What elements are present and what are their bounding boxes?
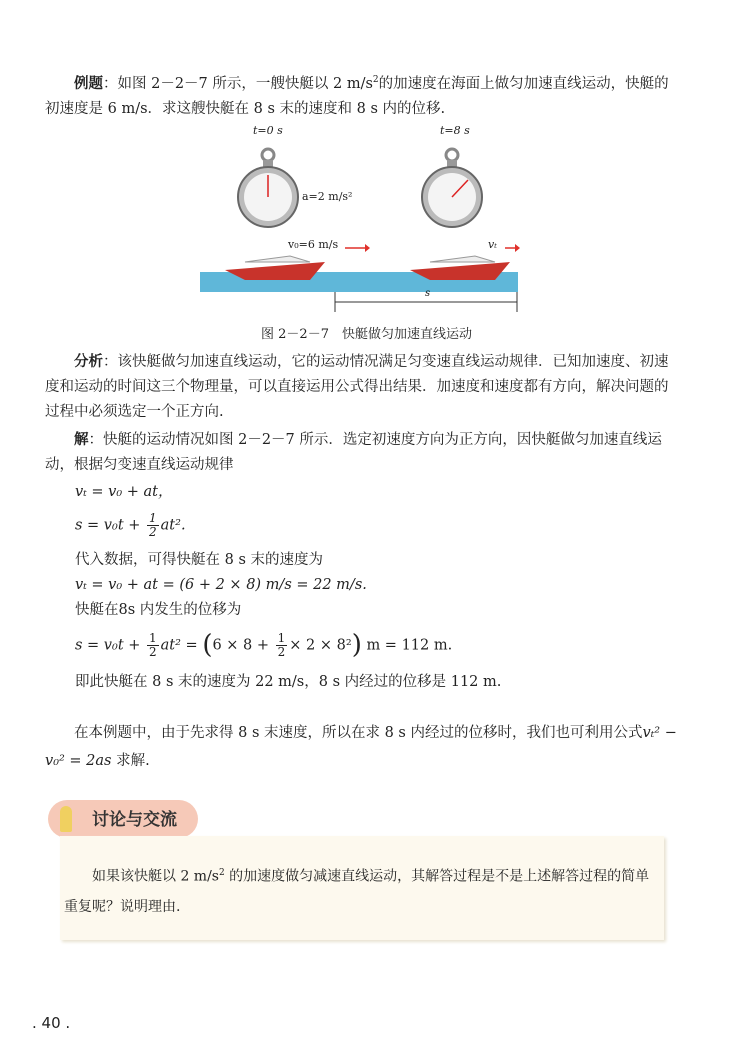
discussion-title: 讨论与交流 [92, 810, 177, 830]
example-sup: 2 [372, 75, 379, 85]
stopwatch-icon [238, 149, 298, 227]
time-label-end: t=8 s [440, 124, 470, 137]
speedboat-icon [225, 256, 325, 280]
formula-velocity-result: vₜ = v₀ + at = (6 + 2 × 8) m/s = 22 m/s. [75, 577, 367, 593]
speedboat-icon [410, 256, 510, 280]
displacement-label: s [425, 288, 431, 299]
acceleration-label: a=2 m/s² [302, 190, 353, 203]
substitute-text: 代入数据，可得快艇在 8 s 末的速度为 [75, 552, 323, 568]
final-velocity-label: vₜ [488, 238, 497, 251]
page-number: . 40 . [32, 1014, 71, 1032]
example-label: 例题 [74, 75, 103, 92]
example-problem [45, 68, 677, 122]
solution-text: ：快艇的运动情况如图 2－2－7 所示．选定初速度方向为正方向，因快艇做匀加速直线运动，根据匀变速直线运动规律 [45, 432, 662, 473]
conclusion-text: 即此快艇在 8 s 末的速度为 22 m/s，8 s 内经过的位移是 112 m. [75, 674, 502, 690]
pencil-icon [60, 806, 72, 832]
time-label-start: t=0 s [253, 124, 283, 137]
analysis-paragraph [45, 350, 677, 425]
example-text-2: 的加速度在海面上做匀加速直线运动，快艇的初速度是 6 m/s．求这艘快艇在 8 s 末的速度和 8 s 内的位移. [45, 75, 669, 117]
solution-paragraph [45, 428, 677, 478]
figure-caption: 图 2－2－7 快艇做匀加速直线运动 [261, 327, 472, 342]
initial-velocity-label: v₀=6 m/s [288, 238, 339, 251]
displacement-text: 快艇在8s 内发生的位移为 [75, 602, 242, 618]
formula-displacement-result: s = v₀t + $\frac{1}{2}$ at² = (6 × 8 + $\frac{1}{2}$ × 2 × 8²) m = 112 m. [75, 630, 453, 660]
analysis-text: ：该快艇做匀加速直线运动，它的运动情况满足匀变速直线运动规律．已知加速度、初速度和运动的时间这三个物理量，可以直接运用公式得出结果．加速度和速度都有方向，解决问题的过程中必须选定一个正方向. [45, 354, 669, 420]
figure-2-2-7 [190, 122, 520, 317]
analysis-label: 分析 [74, 354, 103, 370]
example-text: ：如图 2－2－7 所示，一艘快艇以 2 m/s [103, 75, 373, 92]
formula-velocity: vₜ = v₀ + at， [75, 484, 173, 500]
solution-label: 解 [74, 432, 89, 448]
formula-displacement: s = v₀t + $\frac{1}{2}$ at². [75, 511, 186, 539]
discussion-text: 如果该快艇以 2 $m/s^2$ 的加速度做匀减速直线运动，其解答过程是不是上述解答过程的简单重复呢？说明理由. [64, 868, 650, 915]
note-paragraph: 在本例题中，由于先求得 8 s 末速度，所以在求 8 s 内经过的位移时，我们也可利用公式vₜ² − v₀² = 2as 求解. [45, 725, 677, 769]
stopwatch-icon [422, 149, 482, 227]
note-formula: vₜ² − v₀² = 2as [45, 725, 677, 769]
